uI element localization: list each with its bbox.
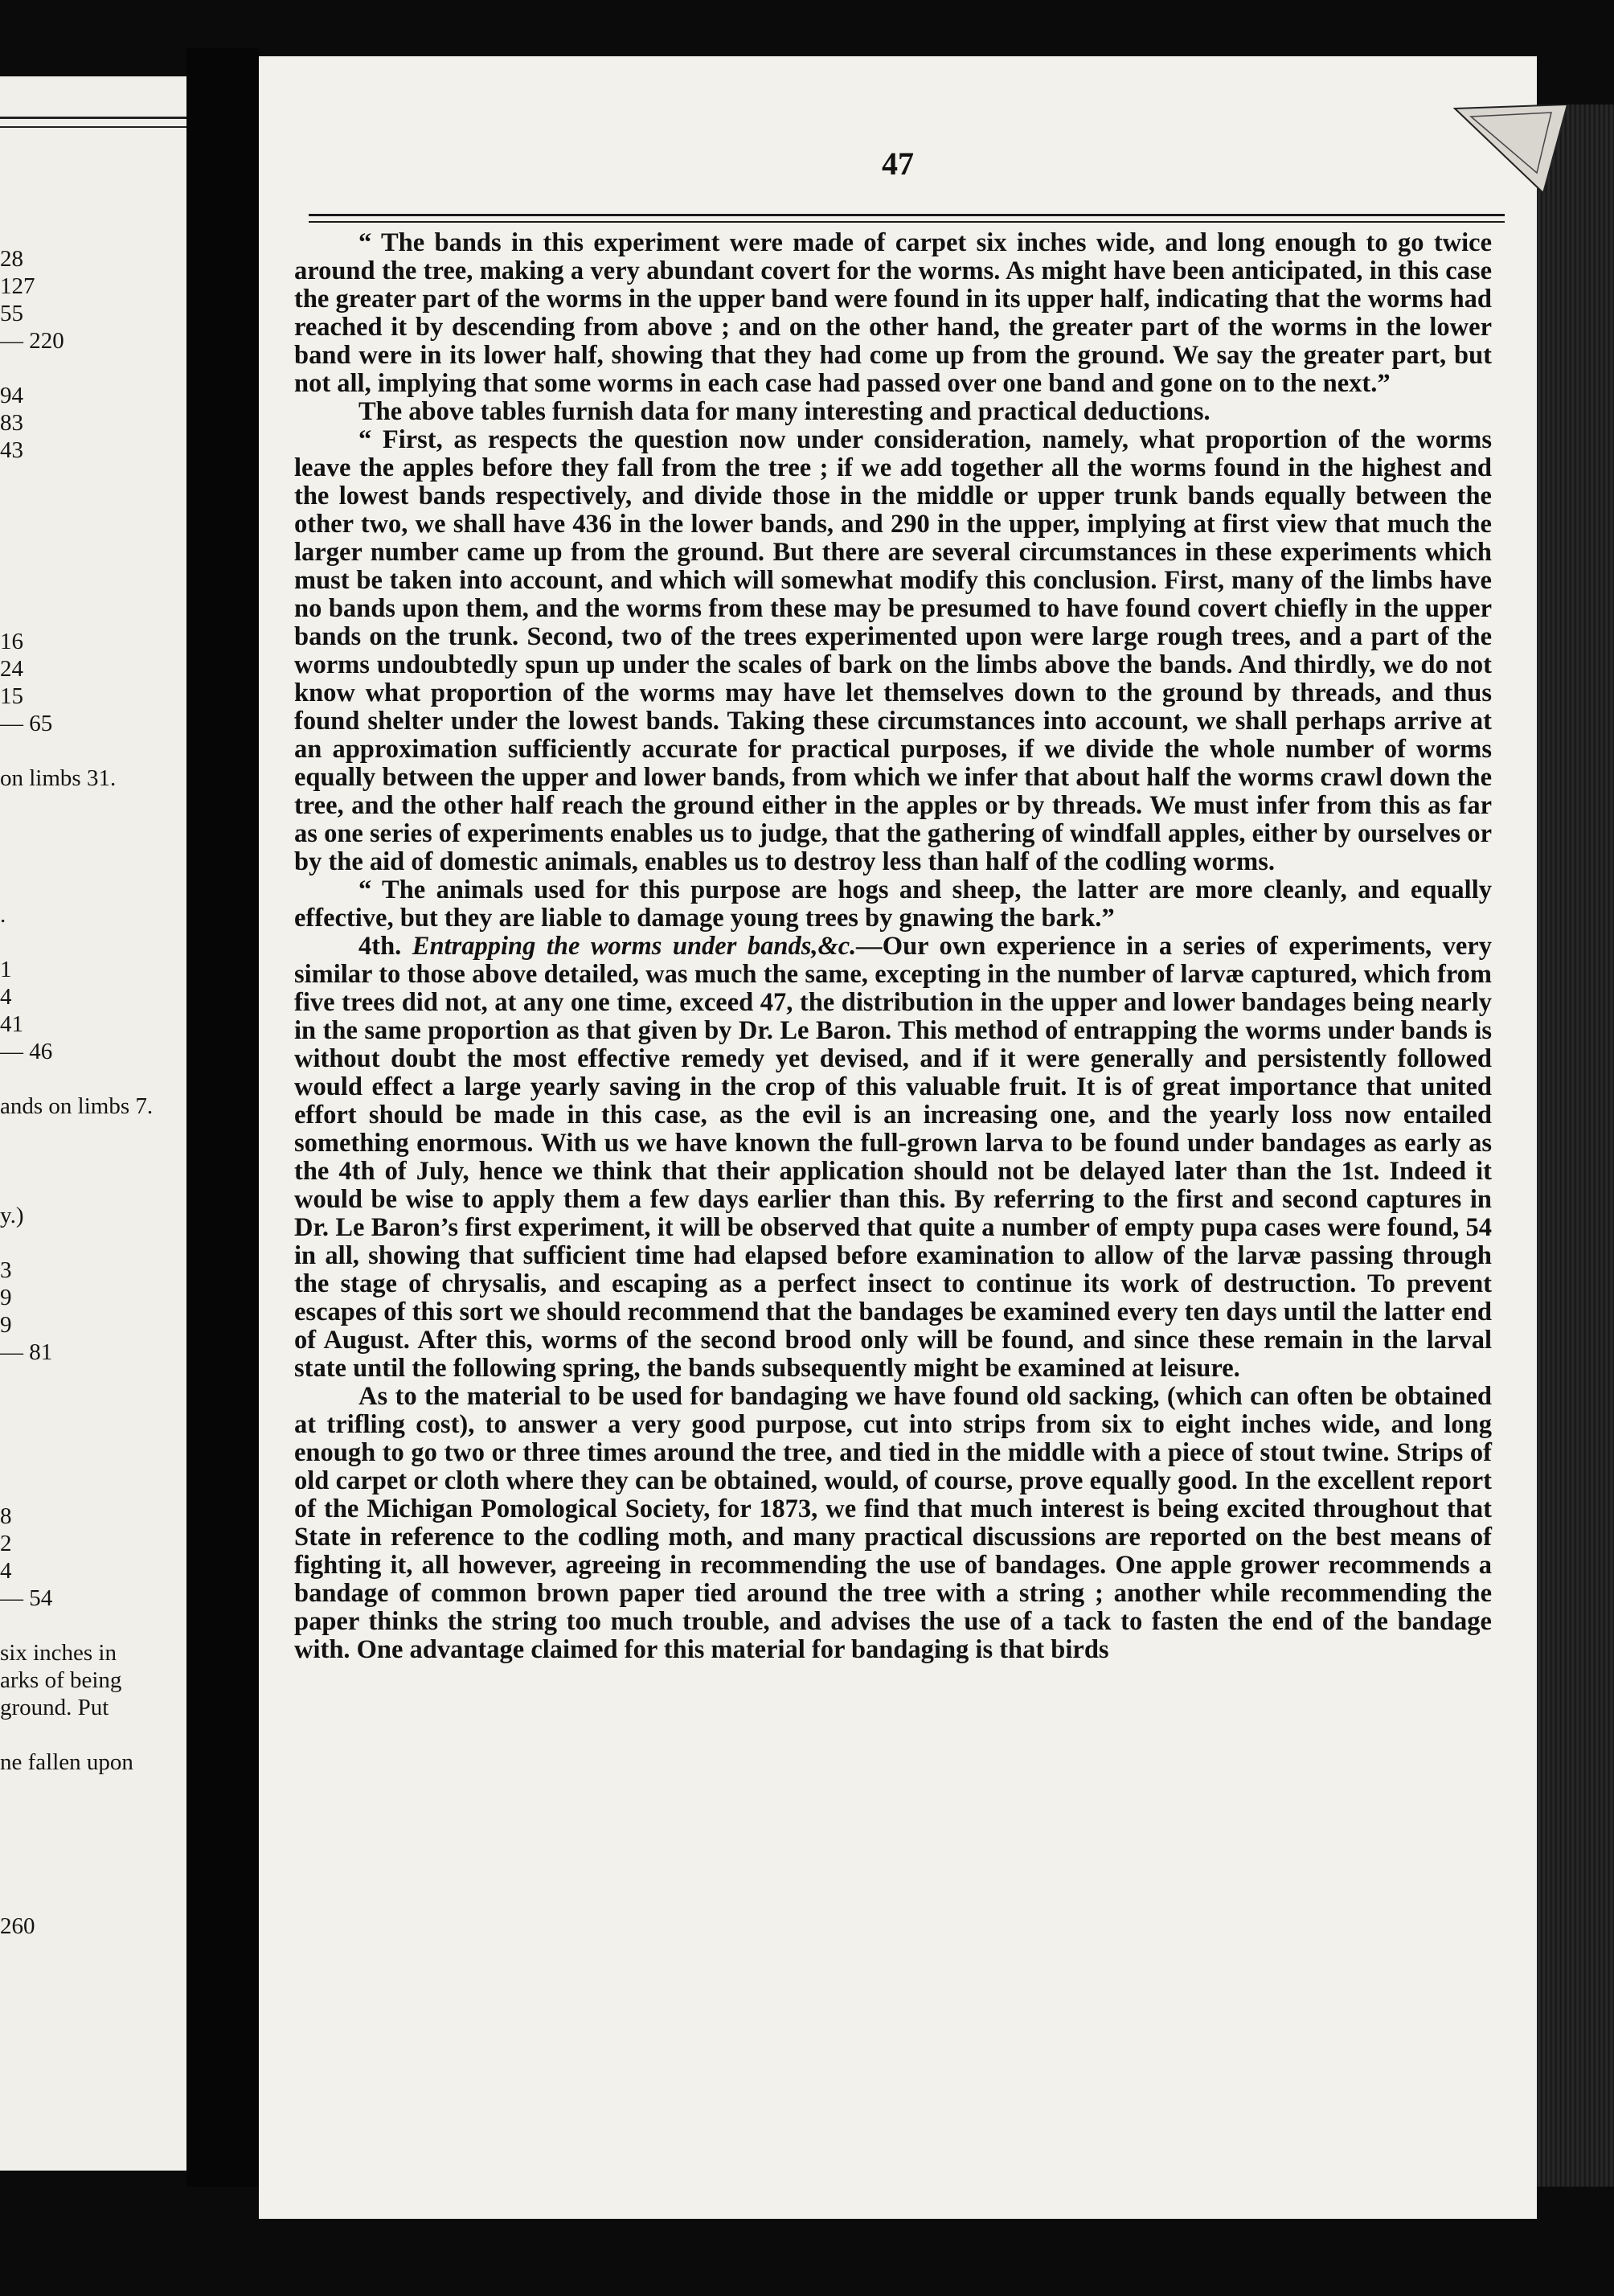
left-page-line <box>0 355 186 382</box>
left-page-line: — 220 <box>0 328 64 354</box>
left-page-line: arks of being <box>0 1667 122 1693</box>
left-page-line: — 46 <box>0 1039 53 1064</box>
top-rule-thick <box>309 214 1505 216</box>
left-page-line <box>0 1229 186 1257</box>
left-page-line <box>0 1147 186 1175</box>
book-gutter <box>186 48 259 2187</box>
left-page-line: 4 <box>0 1558 12 1584</box>
left-page-line: — 65 <box>0 711 53 736</box>
left-page <box>0 76 198 2171</box>
left-page-line: 2 <box>0 1531 12 1556</box>
left-page-line <box>0 1065 186 1093</box>
main-page <box>259 56 1537 2219</box>
left-page-line <box>0 1776 186 1803</box>
left-page-line <box>0 1366 186 1393</box>
left-page-line: 15 <box>0 683 23 709</box>
left-page-line <box>0 1831 186 1858</box>
left-page-line: 1 <box>0 957 12 982</box>
left-page-line: ne fallen upon <box>0 1749 133 1775</box>
left-page-line: 55 <box>0 301 23 326</box>
paragraph-entrapping-text: Our own experience in a series of experiments, very similar to those above detailed, was much the same, excepting in the number of larvæ captured, which from five trees did not, at any one time, exceed 47, the distribution in the upper and lower bandages being nearly in the same proportion as that given by Dr. Le Baron. This method of entrapping the worms under bands is without doubt the most effective remedy yet devised, and if it were generally and persistently followed would effect a large yearly saving in the crop of this valuable fruit. It is of great importance that united effort should be made in this case, as the evil is an increasing one, and the yearly loss now entailed something enormous. With us we have known the full-grown larva to be found under bandages as early as the 4th of July, hence we think that their application should not be delayed later than the 1st. Indeed it would be wise to apply them a few days earlier than this. By referring to the first and second captures in Dr. Le Baron’s first experiment, it will be observed that quite a number of empty pupa cases were found, 54 in all, showing that sufficient time had elapsed before examination to allow of the larvæ passing through the stage of chrysalis, and escaping as a perfect insect to continue its work of destruction. To prevent escapes of this sort we should recommend that the bandages be examined every ten days until the latter end of August. After this, worms of the second brood only will be found, and since these remain in the larval state until the following spring, the bands subsequently might be examined at leisure. <box>294 932 1492 1383</box>
book-page-edges <box>1537 105 1614 2187</box>
left-page-line: 24 <box>0 656 23 682</box>
left-page-line <box>0 819 186 847</box>
left-page-line: — 54 <box>0 1585 53 1611</box>
left-page-line <box>0 464 186 491</box>
left-page-line <box>0 1393 186 1421</box>
left-page-line: 8 <box>0 1503 12 1529</box>
left-page-line <box>0 929 186 956</box>
page-number: 47 <box>882 146 914 182</box>
left-page-line: six inches in <box>0 1640 117 1666</box>
left-page-line: 3 <box>0 1257 12 1283</box>
left-page-line: — 81 <box>0 1339 53 1365</box>
paragraph-animals: “ The animals used for this purpose are hogs and sheep, the latter are more cleanly, and equally effective, but they are liable to damage young trees by gnawing the bark.” <box>294 875 1492 933</box>
left-page-line: 260 <box>0 1913 35 1939</box>
paragraph-tables-deductions: The above tables furnish data for many interesting and practical deductions. <box>358 397 1210 426</box>
left-page-line <box>0 519 186 546</box>
left-page-line: 4 <box>0 984 12 1010</box>
left-page-line: ground. Put <box>0 1695 109 1720</box>
left-page-line: 83 <box>0 410 23 436</box>
left-page-line <box>0 1612 186 1639</box>
left-page-line <box>0 874 186 901</box>
left-page-line <box>0 1721 186 1749</box>
left-page-line <box>0 1475 186 1503</box>
left-page-line <box>0 1803 186 1831</box>
left-page-line: 9 <box>0 1312 12 1338</box>
left-page-line: y.) <box>0 1203 24 1228</box>
section-heading: Entrapping the worms under bands,&c.— <box>412 932 883 961</box>
paragraph-bandaging-material: As to the material to be used for bandaging we have found old sacking, (which can often be obtained at trifling cost), to answer a very good purpose, cut into strips from six to eight inches wide, and long enough to go two or three times around the tree, and tied in the middle with a piece of stout twine. Strips of old carpet or cloth where they can be obtained, would, of course, prove equally good. In the excellent report of the Michigan Pomological Society, for 1873, we find that much interest is being excited throughout that State in reference to the codling moth, and many practical discussions are reported on the best means of fighting it, all however, agreeing in recommending the use of bandages. One apple grower recommends a bandage of common brown paper tied around the tree with a string ; another while recommending the paper thinks the string too much trouble, and advises the use of a tack to fasten the end of the bandage with. One advantage claimed for this material for bandaging is that birds <box>294 1382 1492 1664</box>
left-page-line: . <box>0 902 6 928</box>
left-page-line <box>0 792 186 819</box>
left-top-rule-thin <box>0 126 186 128</box>
left-page-line: 127 <box>0 273 35 299</box>
paragraph-bands-experiment: “ The bands in this experiment were made of carpet six inches wide, and long enough to go twice around the tree, making a very abundant covert for the worms. As might have been anticipated, in this case the greater part of the worms in the upper band were found in its upper half, indicating that the worms had reached it by descending from above ; and on the other hand, the greater part of the worms in the lower band were in its lower half, showing that they had come up from the ground. We say the greater part, but not all, implying that some worms in each case had passed over one band and gone on to the next.” <box>294 228 1492 398</box>
paragraph-entrapping <box>294 933 1492 1383</box>
left-page-line <box>0 1120 186 1147</box>
left-page-line <box>0 1885 186 1913</box>
page-corner-flap <box>1447 105 1600 217</box>
left-page-line <box>0 546 186 573</box>
left-page-line <box>0 1421 186 1448</box>
top-rule-thin <box>309 221 1505 223</box>
left-page-line: 43 <box>0 437 23 463</box>
left-page-line: 41 <box>0 1011 23 1037</box>
left-page-line: 94 <box>0 383 23 408</box>
section-number: 4th. <box>358 932 402 961</box>
left-page-line <box>0 1175 186 1202</box>
left-top-rule <box>0 117 186 119</box>
left-page-line: 9 <box>0 1285 12 1310</box>
paragraph-first-respects: “ First, as respects the question now under consideration, namely, what proportion of the worms leave the apples before they fall from the tree ; if we add together all the worms found in the highest and the lowest bands respectively, and divide those in the middle or upper trunk bands equally between the other two, we shall have 436 in the lower bands, and 290 in the upper, implying at first view that much the larger number came up from the ground. But there are several circumstances in these experiments which must be taken into account, and which will somewhat modify this conclusion. First, many of the limbs have no bands upon them, and the worms from these may be presumed to have found covert chiefly in the upper bands on the trunk. Second, two of the trees experimented upon were large rough trees, and a part of the worms undoubtedly spun up under the scales of bark on the limbs above the bands. And thirdly, we do not know what proportion of the worms may have let themselves down to the ground by threads, and thus found shelter under the lowest bands. Taking these circumstances into account, we shall perhaps arrive at an approximation sufficiently accurate for practical purposes, if we divide the whole number of worms equally between the upper and lower bands, from which we infer that about half the worms crawl down the tree, and the other half reach the ground either in the apples or by threads. We must infer from this as far as one series of experiments enables us to judge, that the gathering of windfall apples, either by ourselves or by the aid of domestic animals, enables us to destroy less than half of the codling worms. <box>294 425 1492 876</box>
left-page-line: 16 <box>0 629 23 654</box>
left-page-line <box>0 1858 186 1885</box>
left-page-line: on limbs 31. <box>0 765 117 791</box>
left-page-line <box>0 573 186 601</box>
left-page-line <box>0 601 186 628</box>
left-page-line <box>0 737 186 765</box>
body-text <box>294 229 1492 1664</box>
left-page-line <box>0 491 186 519</box>
left-page-text <box>0 245 186 1940</box>
left-page-line: 28 <box>0 246 23 272</box>
left-page-line: ands on limbs 7. <box>0 1093 154 1119</box>
left-page-line <box>0 847 186 874</box>
left-page-line <box>0 1448 186 1475</box>
